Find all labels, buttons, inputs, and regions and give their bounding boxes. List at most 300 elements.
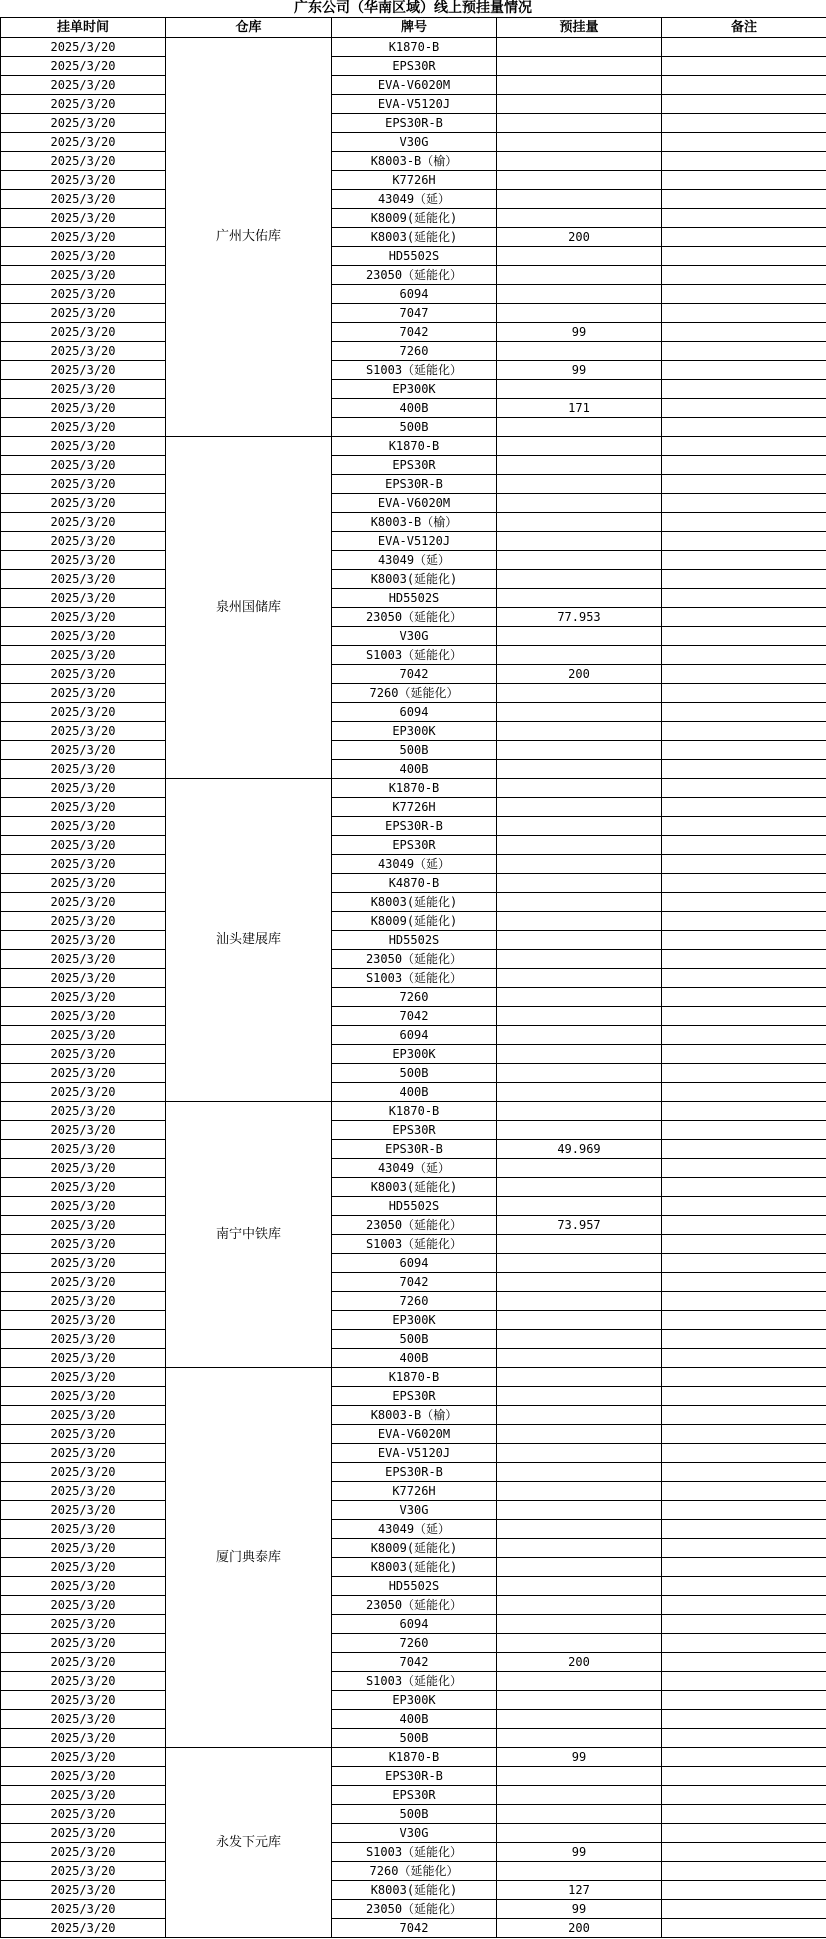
grade-cell[interactable]: K1870-B — [332, 779, 497, 798]
quantity-cell[interactable] — [497, 646, 662, 665]
grade-cell[interactable]: 7042 — [332, 665, 497, 684]
quantity-cell[interactable] — [497, 1026, 662, 1045]
date-cell[interactable]: 2025/3/20 — [1, 152, 166, 171]
warehouse-cell[interactable]: 汕头建展库 — [166, 779, 332, 1102]
quantity-cell[interactable] — [497, 513, 662, 532]
grade-cell[interactable]: 7260 — [332, 342, 497, 361]
quantity-cell[interactable] — [497, 171, 662, 190]
note-cell[interactable] — [662, 1596, 826, 1615]
date-cell[interactable]: 2025/3/20 — [1, 38, 166, 57]
grade-cell[interactable]: 43049（延） — [332, 1520, 497, 1539]
quantity-cell[interactable] — [497, 1691, 662, 1710]
note-cell[interactable] — [662, 1064, 826, 1083]
grade-cell[interactable]: S1003（延能化） — [332, 646, 497, 665]
note-cell[interactable] — [662, 1083, 826, 1102]
grade-cell[interactable]: K1870-B — [332, 1748, 497, 1767]
date-cell[interactable]: 2025/3/20 — [1, 1425, 166, 1444]
date-cell[interactable]: 2025/3/20 — [1, 893, 166, 912]
date-cell[interactable]: 2025/3/20 — [1, 171, 166, 190]
date-cell[interactable]: 2025/3/20 — [1, 608, 166, 627]
note-cell[interactable] — [662, 1767, 826, 1786]
grade-cell[interactable]: K8003(延能化) — [332, 1178, 497, 1197]
note-cell[interactable] — [662, 304, 826, 323]
quantity-cell[interactable] — [497, 1045, 662, 1064]
date-cell[interactable]: 2025/3/20 — [1, 1786, 166, 1805]
note-cell[interactable] — [662, 1824, 826, 1843]
quantity-cell[interactable] — [497, 1083, 662, 1102]
date-cell[interactable]: 2025/3/20 — [1, 1881, 166, 1900]
quantity-cell[interactable] — [497, 1520, 662, 1539]
note-cell[interactable] — [662, 1862, 826, 1881]
grade-cell[interactable]: K8009(延能化) — [332, 912, 497, 931]
date-cell[interactable]: 2025/3/20 — [1, 1900, 166, 1919]
date-cell[interactable]: 2025/3/20 — [1, 1159, 166, 1178]
date-cell[interactable]: 2025/3/20 — [1, 1862, 166, 1881]
date-cell[interactable]: 2025/3/20 — [1, 247, 166, 266]
note-cell[interactable] — [662, 1463, 826, 1482]
grade-cell[interactable]: HD5502S — [332, 1577, 497, 1596]
date-cell[interactable]: 2025/3/20 — [1, 380, 166, 399]
quantity-cell[interactable] — [497, 494, 662, 513]
grade-cell[interactable]: EVA-V6020M — [332, 1425, 497, 1444]
date-cell[interactable]: 2025/3/20 — [1, 456, 166, 475]
note-cell[interactable] — [662, 1254, 826, 1273]
grade-cell[interactable]: EPS30R-B — [332, 475, 497, 494]
quantity-cell[interactable] — [497, 1596, 662, 1615]
quantity-cell[interactable] — [497, 475, 662, 494]
note-cell[interactable] — [662, 1140, 826, 1159]
note-cell[interactable] — [662, 342, 826, 361]
date-cell[interactable]: 2025/3/20 — [1, 285, 166, 304]
quantity-cell[interactable] — [497, 1634, 662, 1653]
grade-cell[interactable]: K4870-B — [332, 874, 497, 893]
quantity-cell[interactable] — [497, 437, 662, 456]
date-cell[interactable]: 2025/3/20 — [1, 513, 166, 532]
date-cell[interactable]: 2025/3/20 — [1, 760, 166, 779]
quantity-cell[interactable] — [497, 570, 662, 589]
note-cell[interactable] — [662, 209, 826, 228]
grade-cell[interactable]: 400B — [332, 1349, 497, 1368]
quantity-cell[interactable] — [497, 456, 662, 475]
quantity-cell[interactable] — [497, 209, 662, 228]
quantity-cell[interactable] — [497, 1672, 662, 1691]
date-cell[interactable]: 2025/3/20 — [1, 1672, 166, 1691]
note-cell[interactable] — [662, 494, 826, 513]
date-cell[interactable]: 2025/3/20 — [1, 1140, 166, 1159]
grade-cell[interactable]: EP300K — [332, 1045, 497, 1064]
date-cell[interactable]: 2025/3/20 — [1, 1596, 166, 1615]
grade-cell[interactable]: 400B — [332, 1710, 497, 1729]
note-cell[interactable] — [662, 57, 826, 76]
date-cell[interactable]: 2025/3/20 — [1, 1691, 166, 1710]
date-cell[interactable]: 2025/3/20 — [1, 1330, 166, 1349]
date-cell[interactable]: 2025/3/20 — [1, 1824, 166, 1843]
date-cell[interactable]: 2025/3/20 — [1, 1311, 166, 1330]
date-cell[interactable]: 2025/3/20 — [1, 1577, 166, 1596]
grade-cell[interactable]: K8003-B（榆） — [332, 513, 497, 532]
note-cell[interactable] — [662, 1273, 826, 1292]
grade-cell[interactable]: K8009(延能化) — [332, 209, 497, 228]
grade-cell[interactable]: V30G — [332, 627, 497, 646]
note-cell[interactable] — [662, 893, 826, 912]
quantity-cell[interactable] — [497, 1102, 662, 1121]
warehouse-cell[interactable]: 南宁中铁库 — [166, 1102, 332, 1368]
grade-cell[interactable]: HD5502S — [332, 589, 497, 608]
note-cell[interactable] — [662, 95, 826, 114]
grade-cell[interactable]: 6094 — [332, 703, 497, 722]
note-cell[interactable] — [662, 190, 826, 209]
grade-cell[interactable]: EPS30R — [332, 456, 497, 475]
date-cell[interactable]: 2025/3/20 — [1, 437, 166, 456]
date-cell[interactable]: 2025/3/20 — [1, 190, 166, 209]
note-cell[interactable] — [662, 608, 826, 627]
date-cell[interactable]: 2025/3/20 — [1, 1121, 166, 1140]
date-cell[interactable]: 2025/3/20 — [1, 969, 166, 988]
quantity-cell[interactable] — [497, 969, 662, 988]
quantity-cell[interactable] — [497, 532, 662, 551]
grade-cell[interactable]: 7260 — [332, 988, 497, 1007]
date-cell[interactable]: 2025/3/20 — [1, 1653, 166, 1672]
date-cell[interactable]: 2025/3/20 — [1, 57, 166, 76]
grade-cell[interactable]: 7042 — [332, 1273, 497, 1292]
note-cell[interactable] — [662, 152, 826, 171]
grade-cell[interactable]: K8003(延能化) — [332, 1558, 497, 1577]
grade-cell[interactable]: 23050（延能化） — [332, 1216, 497, 1235]
date-cell[interactable]: 2025/3/20 — [1, 1292, 166, 1311]
note-cell[interactable] — [662, 1102, 826, 1121]
note-cell[interactable] — [662, 1216, 826, 1235]
note-cell[interactable] — [662, 1900, 826, 1919]
note-cell[interactable] — [662, 1577, 826, 1596]
note-cell[interactable] — [662, 741, 826, 760]
date-cell[interactable]: 2025/3/20 — [1, 912, 166, 931]
quantity-cell[interactable]: 77.953 — [497, 608, 662, 627]
quantity-cell[interactable] — [497, 627, 662, 646]
date-cell[interactable]: 2025/3/20 — [1, 1349, 166, 1368]
grade-cell[interactable]: 400B — [332, 399, 497, 418]
grade-cell[interactable]: EP300K — [332, 1311, 497, 1330]
note-cell[interactable] — [662, 1368, 826, 1387]
quantity-cell[interactable] — [497, 1330, 662, 1349]
grade-cell[interactable]: EP300K — [332, 722, 497, 741]
date-cell[interactable]: 2025/3/20 — [1, 1710, 166, 1729]
note-cell[interactable] — [662, 912, 826, 931]
grade-cell[interactable]: 43049（延） — [332, 1159, 497, 1178]
grade-cell[interactable]: HD5502S — [332, 247, 497, 266]
note-cell[interactable] — [662, 1881, 826, 1900]
quantity-cell[interactable] — [497, 817, 662, 836]
date-cell[interactable]: 2025/3/20 — [1, 114, 166, 133]
date-cell[interactable]: 2025/3/20 — [1, 1254, 166, 1273]
quantity-cell[interactable] — [497, 1463, 662, 1482]
note-cell[interactable] — [662, 1444, 826, 1463]
date-cell[interactable]: 2025/3/20 — [1, 1539, 166, 1558]
grade-cell[interactable]: 7260（延能化） — [332, 684, 497, 703]
date-cell[interactable]: 2025/3/20 — [1, 209, 166, 228]
note-cell[interactable] — [662, 988, 826, 1007]
grade-cell[interactable]: 6094 — [332, 1026, 497, 1045]
grade-cell[interactable]: K8003-B（榆） — [332, 152, 497, 171]
grade-cell[interactable]: 500B — [332, 1805, 497, 1824]
note-cell[interactable] — [662, 722, 826, 741]
grade-cell[interactable]: EPS30R — [332, 1786, 497, 1805]
date-cell[interactable]: 2025/3/20 — [1, 931, 166, 950]
note-cell[interactable] — [662, 1482, 826, 1501]
note-cell[interactable] — [662, 1558, 826, 1577]
quantity-cell[interactable] — [497, 1862, 662, 1881]
date-cell[interactable]: 2025/3/20 — [1, 342, 166, 361]
header-warehouse[interactable]: 仓库 — [166, 18, 332, 38]
grade-cell[interactable]: HD5502S — [332, 1197, 497, 1216]
grade-cell[interactable]: K7726H — [332, 798, 497, 817]
note-cell[interactable] — [662, 589, 826, 608]
grade-cell[interactable]: 6094 — [332, 1615, 497, 1634]
quantity-cell[interactable] — [497, 1539, 662, 1558]
note-cell[interactable] — [662, 1311, 826, 1330]
date-cell[interactable]: 2025/3/20 — [1, 1558, 166, 1577]
note-cell[interactable] — [662, 1805, 826, 1824]
note-cell[interactable] — [662, 760, 826, 779]
quantity-cell[interactable] — [497, 1805, 662, 1824]
note-cell[interactable] — [662, 665, 826, 684]
note-cell[interactable] — [662, 266, 826, 285]
note-cell[interactable] — [662, 1710, 826, 1729]
note-cell[interactable] — [662, 1520, 826, 1539]
quantity-cell[interactable] — [497, 1824, 662, 1843]
note-cell[interactable] — [662, 1634, 826, 1653]
grade-cell[interactable]: EPS30R-B — [332, 817, 497, 836]
quantity-cell[interactable] — [497, 1786, 662, 1805]
note-cell[interactable] — [662, 323, 826, 342]
quantity-cell[interactable] — [497, 1577, 662, 1596]
quantity-cell[interactable] — [497, 1710, 662, 1729]
note-cell[interactable] — [662, 361, 826, 380]
date-cell[interactable]: 2025/3/20 — [1, 494, 166, 513]
grade-cell[interactable]: EPS30R — [332, 1387, 497, 1406]
date-cell[interactable]: 2025/3/20 — [1, 874, 166, 893]
note-cell[interactable] — [662, 1406, 826, 1425]
note-cell[interactable] — [662, 1501, 826, 1520]
date-cell[interactable]: 2025/3/20 — [1, 551, 166, 570]
date-cell[interactable]: 2025/3/20 — [1, 1919, 166, 1938]
grade-cell[interactable]: EP300K — [332, 1691, 497, 1710]
quantity-cell[interactable]: 171 — [497, 399, 662, 418]
note-cell[interactable] — [662, 1653, 826, 1672]
quantity-cell[interactable] — [497, 798, 662, 817]
note-cell[interactable] — [662, 1197, 826, 1216]
quantity-cell[interactable] — [497, 114, 662, 133]
date-cell[interactable]: 2025/3/20 — [1, 399, 166, 418]
quantity-cell[interactable]: 99 — [497, 1900, 662, 1919]
header-quantity[interactable]: 预挂量 — [497, 18, 662, 38]
grade-cell[interactable]: K7726H — [332, 171, 497, 190]
grade-cell[interactable]: 500B — [332, 1729, 497, 1748]
note-cell[interactable] — [662, 114, 826, 133]
grade-cell[interactable]: 23050（延能化） — [332, 950, 497, 969]
note-cell[interactable] — [662, 1159, 826, 1178]
warehouse-cell[interactable]: 永发下元库 — [166, 1748, 332, 1938]
note-cell[interactable] — [662, 1045, 826, 1064]
date-cell[interactable]: 2025/3/20 — [1, 1501, 166, 1520]
quantity-cell[interactable] — [497, 1444, 662, 1463]
quantity-cell[interactable] — [497, 1406, 662, 1425]
date-cell[interactable]: 2025/3/20 — [1, 741, 166, 760]
note-cell[interactable] — [662, 418, 826, 437]
date-cell[interactable]: 2025/3/20 — [1, 1083, 166, 1102]
note-cell[interactable] — [662, 817, 826, 836]
grade-cell[interactable]: V30G — [332, 1501, 497, 1520]
date-cell[interactable]: 2025/3/20 — [1, 1064, 166, 1083]
note-cell[interactable] — [662, 76, 826, 95]
note-cell[interactable] — [662, 247, 826, 266]
quantity-cell[interactable] — [497, 1007, 662, 1026]
grade-cell[interactable]: S1003（延能化） — [332, 361, 497, 380]
grade-cell[interactable]: 7260 — [332, 1634, 497, 1653]
grade-cell[interactable]: V30G — [332, 1824, 497, 1843]
quantity-cell[interactable] — [497, 190, 662, 209]
quantity-cell[interactable] — [497, 285, 662, 304]
date-cell[interactable]: 2025/3/20 — [1, 1197, 166, 1216]
date-cell[interactable]: 2025/3/20 — [1, 1767, 166, 1786]
note-cell[interactable] — [662, 1615, 826, 1634]
date-cell[interactable]: 2025/3/20 — [1, 1463, 166, 1482]
date-cell[interactable]: 2025/3/20 — [1, 817, 166, 836]
quantity-cell[interactable] — [497, 1615, 662, 1634]
grade-cell[interactable]: 43049（延） — [332, 190, 497, 209]
quantity-cell[interactable]: 99 — [497, 1748, 662, 1767]
date-cell[interactable]: 2025/3/20 — [1, 1007, 166, 1026]
note-cell[interactable] — [662, 1235, 826, 1254]
grade-cell[interactable]: EPS30R-B — [332, 1767, 497, 1786]
note-cell[interactable] — [662, 38, 826, 57]
quantity-cell[interactable] — [497, 304, 662, 323]
grade-cell[interactable]: 7042 — [332, 323, 497, 342]
grade-cell[interactable]: EPS30R — [332, 836, 497, 855]
quantity-cell[interactable] — [497, 1273, 662, 1292]
quantity-cell[interactable] — [497, 722, 662, 741]
note-cell[interactable] — [662, 1919, 826, 1938]
quantity-cell[interactable]: 99 — [497, 361, 662, 380]
note-cell[interactable] — [662, 133, 826, 152]
grade-cell[interactable]: S1003（延能化） — [332, 969, 497, 988]
note-cell[interactable] — [662, 437, 826, 456]
grade-cell[interactable]: K1870-B — [332, 1368, 497, 1387]
quantity-cell[interactable]: 200 — [497, 1653, 662, 1672]
quantity-cell[interactable] — [497, 76, 662, 95]
grade-cell[interactable]: EVA-V6020M — [332, 76, 497, 95]
grade-cell[interactable]: 7047 — [332, 304, 497, 323]
grade-cell[interactable]: 7042 — [332, 1007, 497, 1026]
quantity-cell[interactable]: 99 — [497, 323, 662, 342]
grade-cell[interactable]: 7042 — [332, 1919, 497, 1938]
date-cell[interactable]: 2025/3/20 — [1, 722, 166, 741]
quantity-cell[interactable] — [497, 950, 662, 969]
grade-cell[interactable]: 7260 — [332, 1292, 497, 1311]
quantity-cell[interactable] — [497, 912, 662, 931]
quantity-cell[interactable] — [497, 152, 662, 171]
quantity-cell[interactable] — [497, 684, 662, 703]
grade-cell[interactable]: 23050（延能化） — [332, 1900, 497, 1919]
quantity-cell[interactable] — [497, 874, 662, 893]
grade-cell[interactable]: HD5502S — [332, 931, 497, 950]
grade-cell[interactable]: K8003(延能化) — [332, 570, 497, 589]
note-cell[interactable] — [662, 228, 826, 247]
grade-cell[interactable]: EPS30R-B — [332, 1463, 497, 1482]
date-cell[interactable]: 2025/3/20 — [1, 1102, 166, 1121]
date-cell[interactable]: 2025/3/20 — [1, 418, 166, 437]
note-cell[interactable] — [662, 1007, 826, 1026]
quantity-cell[interactable]: 127 — [497, 1881, 662, 1900]
quantity-cell[interactable] — [497, 703, 662, 722]
grade-cell[interactable]: 23050（延能化） — [332, 266, 497, 285]
quantity-cell[interactable] — [497, 1254, 662, 1273]
grade-cell[interactable]: K8009(延能化) — [332, 1539, 497, 1558]
note-cell[interactable] — [662, 1691, 826, 1710]
date-cell[interactable]: 2025/3/20 — [1, 589, 166, 608]
header-note[interactable]: 备注 — [662, 18, 826, 38]
quantity-cell[interactable] — [497, 133, 662, 152]
note-cell[interactable] — [662, 1843, 826, 1862]
warehouse-cell[interactable]: 泉州国储库 — [166, 437, 332, 779]
grade-cell[interactable]: 400B — [332, 760, 497, 779]
grade-cell[interactable]: EVA-V5120J — [332, 532, 497, 551]
note-cell[interactable] — [662, 551, 826, 570]
quantity-cell[interactable] — [497, 38, 662, 57]
note-cell[interactable] — [662, 779, 826, 798]
grade-cell[interactable]: S1003（延能化） — [332, 1843, 497, 1862]
grade-cell[interactable]: 23050（延能化） — [332, 608, 497, 627]
note-cell[interactable] — [662, 1786, 826, 1805]
note-cell[interactable] — [662, 1748, 826, 1767]
quantity-cell[interactable] — [497, 779, 662, 798]
quantity-cell[interactable] — [497, 855, 662, 874]
grade-cell[interactable]: EPS30R — [332, 1121, 497, 1140]
grade-cell[interactable]: 500B — [332, 1064, 497, 1083]
date-cell[interactable]: 2025/3/20 — [1, 836, 166, 855]
quantity-cell[interactable] — [497, 893, 662, 912]
date-cell[interactable]: 2025/3/20 — [1, 1406, 166, 1425]
date-cell[interactable]: 2025/3/20 — [1, 570, 166, 589]
quantity-cell[interactable] — [497, 1482, 662, 1501]
note-cell[interactable] — [662, 1539, 826, 1558]
note-cell[interactable] — [662, 456, 826, 475]
note-cell[interactable] — [662, 171, 826, 190]
quantity-cell[interactable] — [497, 551, 662, 570]
quantity-cell[interactable] — [497, 836, 662, 855]
quantity-cell[interactable] — [497, 1387, 662, 1406]
note-cell[interactable] — [662, 836, 826, 855]
date-cell[interactable]: 2025/3/20 — [1, 1615, 166, 1634]
date-cell[interactable]: 2025/3/20 — [1, 1178, 166, 1197]
quantity-cell[interactable] — [497, 1235, 662, 1254]
date-cell[interactable]: 2025/3/20 — [1, 1235, 166, 1254]
date-cell[interactable]: 2025/3/20 — [1, 1748, 166, 1767]
note-cell[interactable] — [662, 646, 826, 665]
warehouse-cell[interactable]: 广州大佑库 — [166, 38, 332, 437]
quantity-cell[interactable] — [497, 1178, 662, 1197]
date-cell[interactable]: 2025/3/20 — [1, 855, 166, 874]
note-cell[interactable] — [662, 1121, 826, 1140]
quantity-cell[interactable] — [497, 418, 662, 437]
date-cell[interactable]: 2025/3/20 — [1, 1368, 166, 1387]
note-cell[interactable] — [662, 1026, 826, 1045]
quantity-cell[interactable] — [497, 741, 662, 760]
grade-cell[interactable]: 7260（延能化） — [332, 1862, 497, 1881]
warehouse-cell[interactable]: 厦门典泰库 — [166, 1368, 332, 1748]
date-cell[interactable]: 2025/3/20 — [1, 703, 166, 722]
grade-cell[interactable]: K8003(延能化) — [332, 1881, 497, 1900]
quantity-cell[interactable]: 200 — [497, 1919, 662, 1938]
